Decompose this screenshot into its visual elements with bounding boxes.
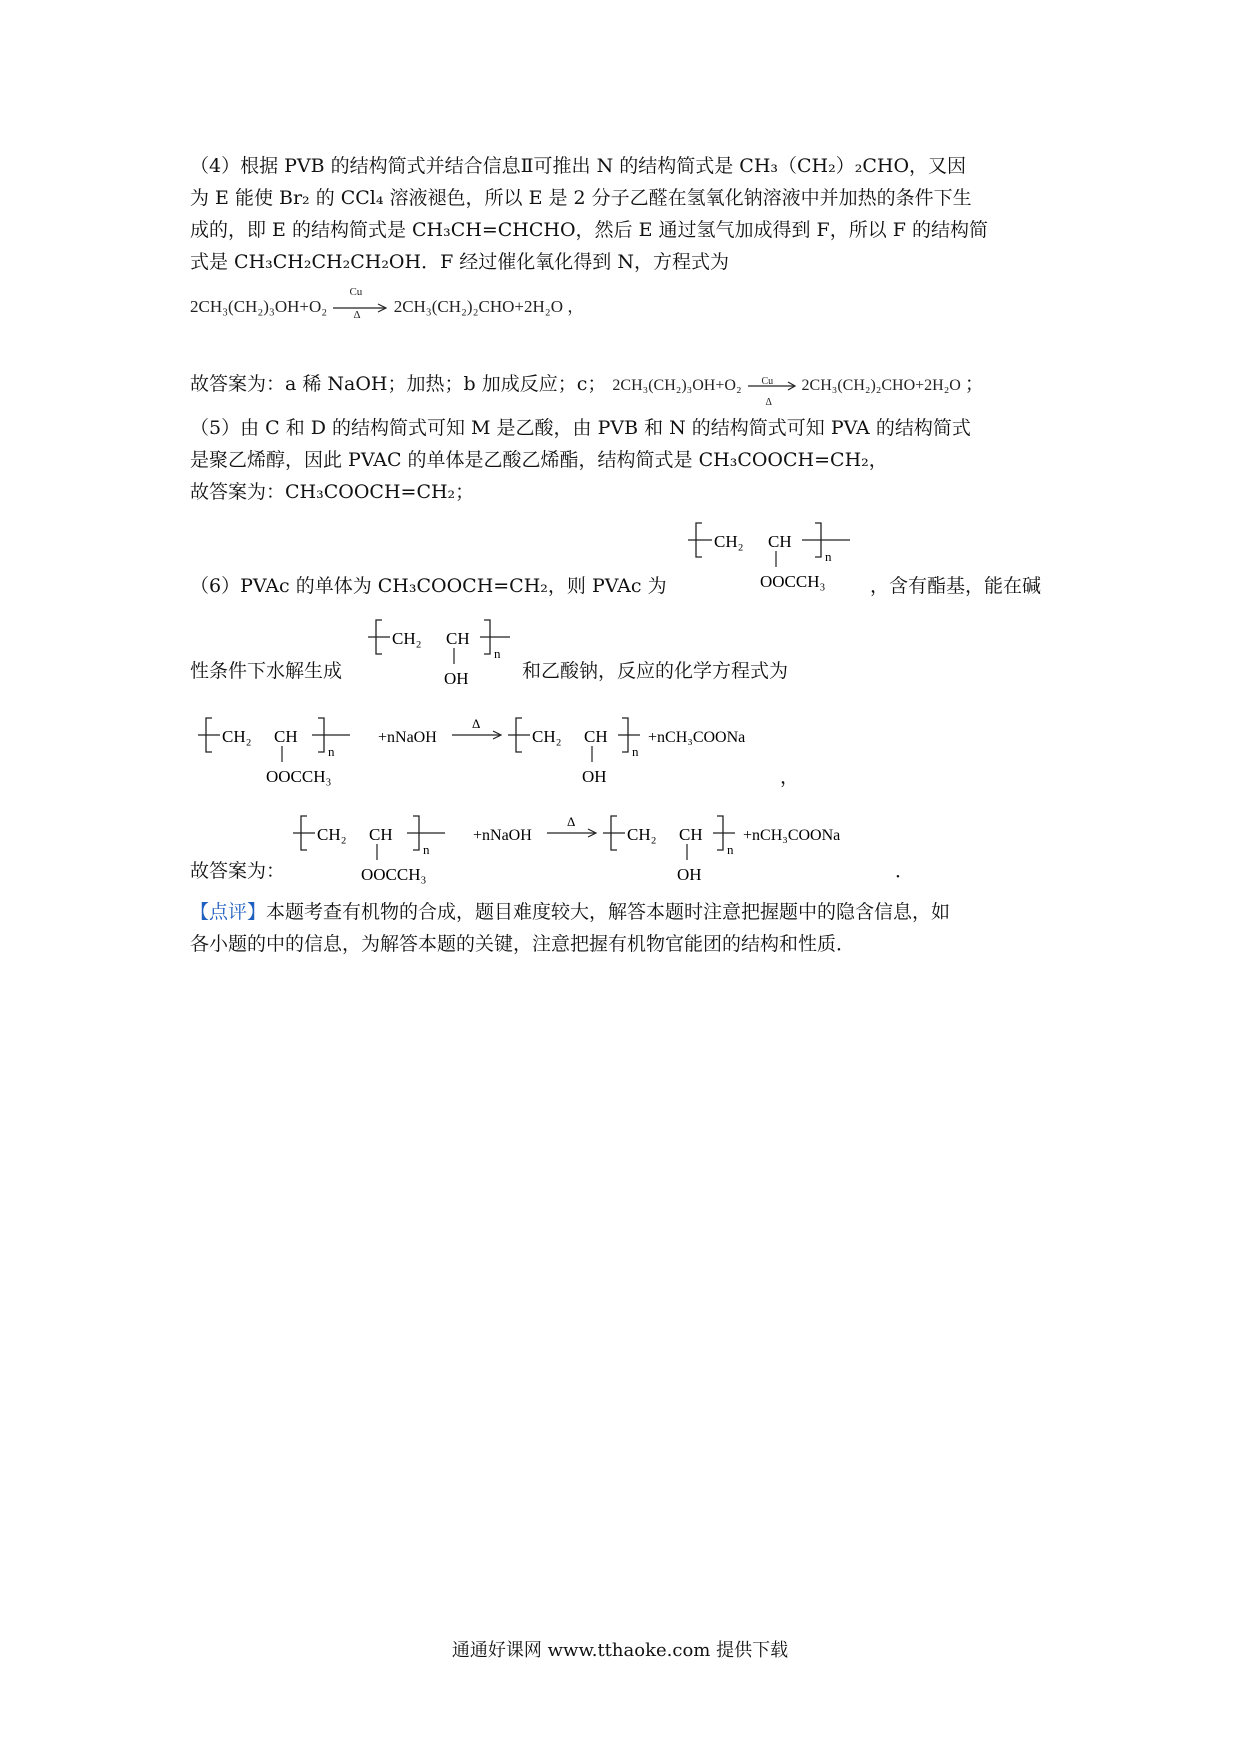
comment-line1 (190, 896, 1060, 928)
catalyst-label: Cu (349, 286, 363, 299)
hydrolysis-equation (190, 710, 810, 790)
ester-group-label: OOCCH₃ (760, 572, 826, 591)
comment-text: 本题考查有机物的合成，题目难度较大，解答本题时注意把握题中的隐含信息，如 (266, 901, 951, 923)
text-line: （5）由 C 和 D 的结构简式可知 M 是乙酸，由 PVB 和 N 的结构简式可知 PVA 的结构简式 (190, 417, 971, 439)
text-segment: 和乙酸钠，反应的化学方程式为 (522, 660, 789, 682)
repeat-n-label: n (727, 842, 734, 857)
part5-paragraph (190, 412, 1060, 508)
part6-answer-label (190, 855, 290, 887)
ch2-label: CH₂ (714, 532, 744, 551)
catalyst-label: Cu (761, 376, 774, 388)
answer-punct: ； (964, 373, 984, 395)
part6-line1-tail (870, 570, 1070, 602)
hydrolysis-answer-equation (285, 808, 905, 888)
answer-equation (612, 376, 964, 409)
equation-products: 2CH₃(CH₂)₂CHO+2H₂O (393, 297, 563, 316)
ch-label: CH (369, 825, 393, 844)
text-segment: ，含有酯基，能在碱 (870, 575, 1042, 597)
heat-label: Δ (353, 309, 361, 322)
text-segment: （6）PVAc 的单体为 CH₃COOCH=CH₂，则 PVAc 为 (190, 575, 667, 597)
answer-equation-products: 2CH₃(CH₂)₂CHO+2H₂O (801, 377, 961, 394)
text-line: 式是 CH₃CH₂CH₂CH₂OH．F 经过催化氧化得到 N，方程式为 (190, 251, 729, 273)
text-line: 故答案为：CH₃COOCH=CH₂； (190, 481, 475, 503)
reaction-arrow (746, 376, 798, 409)
comment-tag: 【点评】 (190, 901, 267, 923)
sodium-acetate-label: +nCH₃COONa (648, 729, 746, 746)
ch2-label: CH₂ (317, 825, 347, 844)
hydroxyl-label: OH (444, 669, 469, 688)
comment-line2: 各小题的中的信息，为解答本题的关键，注意把握有机物官能团的结构和性质． (190, 933, 856, 955)
heat-label: Δ (472, 716, 481, 731)
reaction-arrow (331, 286, 389, 322)
answer-text: 故答案为： (190, 860, 286, 882)
equation-punct: ， (780, 766, 800, 788)
heat-label: Δ (765, 397, 772, 409)
equation-punct: ， (567, 297, 585, 316)
answer-punct: ． (895, 860, 915, 882)
ch-label: CH (446, 629, 470, 648)
ester-group-label: OOCCH₃ (361, 865, 427, 884)
hydroxyl-label: OH (582, 767, 607, 786)
ch2-label: CH₂ (532, 727, 562, 746)
ch-label: CH (274, 727, 298, 746)
repeat-n-label: n (328, 744, 335, 759)
text-segment: 性条件下水解生成 (190, 660, 343, 682)
answer-equation-reactants: 2CH₃(CH₂)₃OH+O₂ (612, 377, 742, 394)
text-line: 成的，即 E 的结构简式是 CH₃CH=CHCHO，然后 E 通过氢气加成得到 F，所以 F 的结构简 (190, 219, 988, 241)
hydroxyl-label: OH (677, 865, 702, 884)
ch-label: CH (584, 727, 608, 746)
repeat-n-label: n (632, 744, 639, 759)
part4-answer (190, 368, 1060, 409)
naoh-label: +nNaOH (378, 729, 437, 746)
comment-paragraph (190, 896, 1060, 960)
part4-paragraph (190, 150, 1060, 278)
pva-structure (360, 612, 530, 692)
repeat-n-label: n (825, 549, 832, 564)
ester-group-label: OOCCH₃ (266, 767, 332, 786)
page-footer: 通通好课网 www.tthaoke.com 提供下载 (451, 1640, 789, 1661)
repeat-n-label: n (494, 646, 501, 661)
answer-text: 故答案为：a 稀 NaOH；加热；b 加成反应；c； (190, 373, 607, 395)
pvac-structure (680, 515, 870, 595)
part6-line2-tail (522, 655, 1022, 687)
ch2-label: CH₂ (222, 727, 252, 746)
oxidation-equation (190, 286, 585, 322)
repeat-n-label: n (423, 842, 430, 857)
ch2-label: CH₂ (627, 825, 657, 844)
text-line: 是聚乙烯醇，因此 PVAC 的单体是乙酸乙烯酯，结构简式是 CH₃COOCH=CH₂， (190, 449, 888, 471)
sodium-acetate-label: +nCH₃COONa (743, 827, 841, 844)
text-line: 为 E 能使 Br₂ 的 CCl₄ 溶液褪色，所以 E 是 2 分子乙醛在氢氧化钠溶液中并加热的条件下生 (190, 187, 972, 209)
ch2-label: CH₂ (392, 629, 422, 648)
equation-reactants: 2CH₃(CH₂)₃OH+O₂ (190, 297, 328, 316)
heat-label: Δ (567, 814, 576, 829)
ch-label: CH (768, 532, 792, 551)
ch-label: CH (679, 825, 703, 844)
naoh-label: +nNaOH (473, 827, 532, 844)
text-line: （4）根据 PVB 的结构简式并结合信息Ⅱ可推出 N 的结构简式是 CH₃（CH₂）₂CHO，又因 (190, 155, 967, 177)
